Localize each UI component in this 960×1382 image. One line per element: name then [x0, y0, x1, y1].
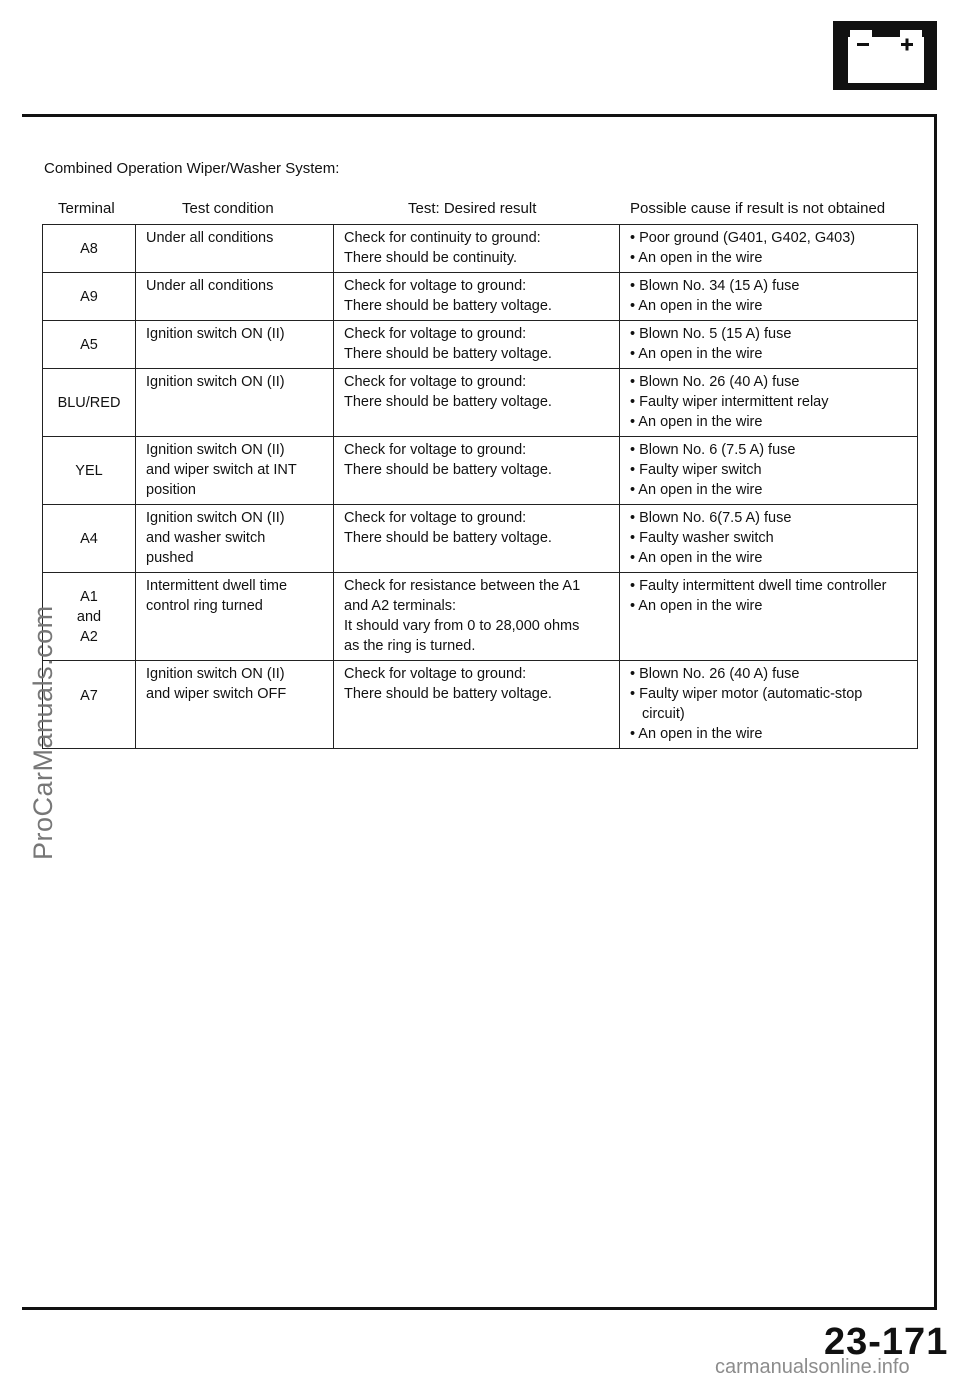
- header-terminal: Terminal: [58, 200, 115, 217]
- result-cell: [334, 437, 620, 505]
- cause-cell: [620, 573, 918, 661]
- condition-cell: [136, 437, 334, 505]
- result-cell-line: There should be battery voltage.: [344, 346, 552, 362]
- table-row: [43, 225, 918, 273]
- cause-cell-line: • An open in the wire: [630, 482, 763, 498]
- result-cell-line: Check for voltage to ground:: [344, 666, 527, 682]
- terminal-cell: [43, 273, 136, 321]
- section-title: Combined Operation Wiper/Washer System:: [44, 160, 340, 177]
- cause-cell: [620, 505, 918, 573]
- result-cell-line: Check for voltage to ground:: [344, 442, 527, 458]
- result-cell-line: Check for continuity to ground:: [344, 230, 541, 246]
- cause-cell-line: • Poor ground (G401, G402, G403): [630, 230, 856, 246]
- table-row: [43, 573, 918, 661]
- terminal-cell-line: A8: [80, 240, 98, 257]
- result-cell-line: and A2 terminals:: [344, 598, 457, 614]
- cause-cell-line: • An open in the wire: [630, 414, 763, 430]
- result-cell-line: There should be battery voltage.: [344, 530, 552, 546]
- cause-cell: [620, 225, 918, 273]
- cause-cell-line: • Faulty wiper switch: [630, 462, 762, 478]
- result-cell: [334, 225, 620, 273]
- header-test-condition: Test condition: [182, 200, 274, 217]
- terminal-cell-line: A4: [80, 530, 98, 547]
- table-row: [43, 505, 918, 573]
- test-table: [42, 224, 918, 749]
- header-possible-cause: Possible cause if result is not obtained: [630, 200, 886, 217]
- condition-cell-line: control ring turned: [146, 598, 263, 614]
- result-cell-line: There should be continuity.: [344, 250, 518, 266]
- terminal-cell: [43, 225, 136, 273]
- frame-bottom-rule: [22, 1307, 937, 1310]
- result-cell: [334, 369, 620, 437]
- condition-cell: [136, 225, 334, 273]
- result-cell-line: There should be battery voltage.: [344, 298, 552, 314]
- condition-cell-line: Ignition switch ON (II): [146, 374, 285, 390]
- condition-cell: [136, 369, 334, 437]
- result-cell: [334, 505, 620, 573]
- condition-cell-line: Under all conditions: [146, 230, 274, 246]
- cause-cell: [620, 273, 918, 321]
- table-row: [43, 661, 918, 749]
- result-cell-line: Check for voltage to ground:: [344, 278, 527, 294]
- cause-cell: [620, 661, 918, 749]
- battery-icon: [833, 21, 937, 90]
- result-cell-line: Check for voltage to ground:: [344, 326, 527, 342]
- result-cell-line: Check for resistance between the A1: [344, 578, 581, 594]
- result-cell: [334, 661, 620, 749]
- cause-cell-line: • An open in the wire: [630, 250, 763, 266]
- cause-cell-line: • Faulty wiper motor (automatic-stop circuit): [630, 686, 863, 722]
- cause-cell-line: • An open in the wire: [630, 726, 763, 742]
- cause-cell-line: • Blown No. 5 (15 A) fuse: [630, 326, 792, 342]
- cause-cell: [620, 369, 918, 437]
- condition-cell-line: Under all conditions: [146, 278, 274, 294]
- result-cell: [334, 273, 620, 321]
- result-cell: [334, 573, 620, 661]
- terminal-cell: [43, 505, 136, 573]
- terminal-cell: [43, 437, 136, 505]
- table-row: [43, 437, 918, 505]
- condition-cell: [136, 321, 334, 369]
- page-number: 23-171: [824, 1321, 949, 1363]
- result-cell-line: There should be battery voltage.: [344, 394, 552, 410]
- cause-cell-line: • An open in the wire: [630, 550, 763, 566]
- condition-cell-line: and wiper switch at INT: [146, 462, 297, 478]
- condition-cell-line: Ignition switch ON (II): [146, 666, 285, 682]
- condition-cell: [136, 505, 334, 573]
- terminal-cell-line: A1: [80, 588, 98, 605]
- condition-cell-line: Intermittent dwell time: [146, 578, 288, 594]
- condition-cell: [136, 573, 334, 661]
- header-desired-result: Test: Desired result: [408, 200, 537, 217]
- terminal-cell-line: YEL: [75, 462, 103, 479]
- result-cell: [334, 321, 620, 369]
- cause-cell-line: • Faulty wiper intermittent relay: [630, 394, 829, 410]
- result-cell-line: Check for voltage to ground:: [344, 510, 527, 526]
- cause-cell-line: • Blown No. 26 (40 A) fuse: [630, 374, 800, 390]
- result-cell-line: There should be battery voltage.: [344, 686, 552, 702]
- terminal-cell-line: A9: [80, 288, 98, 305]
- result-cell-line: Check for voltage to ground:: [344, 374, 527, 390]
- terminal-cell-line: A2: [80, 628, 98, 645]
- cause-cell-line: • Blown No. 6 (7.5 A) fuse: [630, 442, 796, 458]
- cause-cell-line: • Blown No. 26 (40 A) fuse: [630, 666, 800, 682]
- cause-cell: [620, 437, 918, 505]
- cause-cell-line: • Blown No. 6(7.5 A) fuse: [630, 510, 792, 526]
- terminal-cell: [43, 369, 136, 437]
- condition-cell-line: Ignition switch ON (II): [146, 510, 285, 526]
- condition-cell: [136, 661, 334, 749]
- table-row: [43, 369, 918, 437]
- condition-cell-line: position: [146, 482, 196, 498]
- terminal-cell-line: BLU/RED: [57, 394, 121, 411]
- condition-cell-line: Ignition switch ON (II): [146, 442, 285, 458]
- condition-cell-line: and washer switch: [146, 530, 266, 546]
- condition-cell-line: and wiper switch OFF: [146, 686, 287, 702]
- condition-cell-line: Ignition switch ON (II): [146, 326, 285, 342]
- cause-cell-line: • An open in the wire: [630, 298, 763, 314]
- terminal-cell: [43, 321, 136, 369]
- result-cell-line: It should vary from 0 to 28,000 ohms: [344, 618, 580, 634]
- cause-cell-line: • An open in the wire: [630, 598, 763, 614]
- condition-cell: [136, 273, 334, 321]
- terminal-cell-line: A5: [80, 336, 98, 353]
- table-row: [43, 321, 918, 369]
- cause-cell-line: • Blown No. 34 (15 A) fuse: [630, 278, 800, 294]
- result-cell-line: as the ring is turned.: [344, 638, 476, 654]
- cause-cell-line: • Faulty washer switch: [630, 530, 774, 546]
- watermark: ProCarManuals.com: [28, 605, 58, 860]
- result-cell-line: There should be battery voltage.: [344, 462, 552, 478]
- cause-cell-line: • An open in the wire: [630, 346, 763, 362]
- frame-right-rule: [934, 114, 937, 1310]
- condition-cell-line: pushed: [146, 550, 194, 566]
- terminal-cell-line: A7: [80, 688, 98, 704]
- cause-cell: [620, 321, 918, 369]
- footer-url: carmanualsonline.info: [715, 1356, 910, 1378]
- frame-top-rule: [22, 114, 937, 117]
- cause-cell-line: • Faulty intermittent dwell time controller: [630, 578, 887, 594]
- terminal-cell-line: and: [76, 608, 102, 625]
- table-row: [43, 273, 918, 321]
